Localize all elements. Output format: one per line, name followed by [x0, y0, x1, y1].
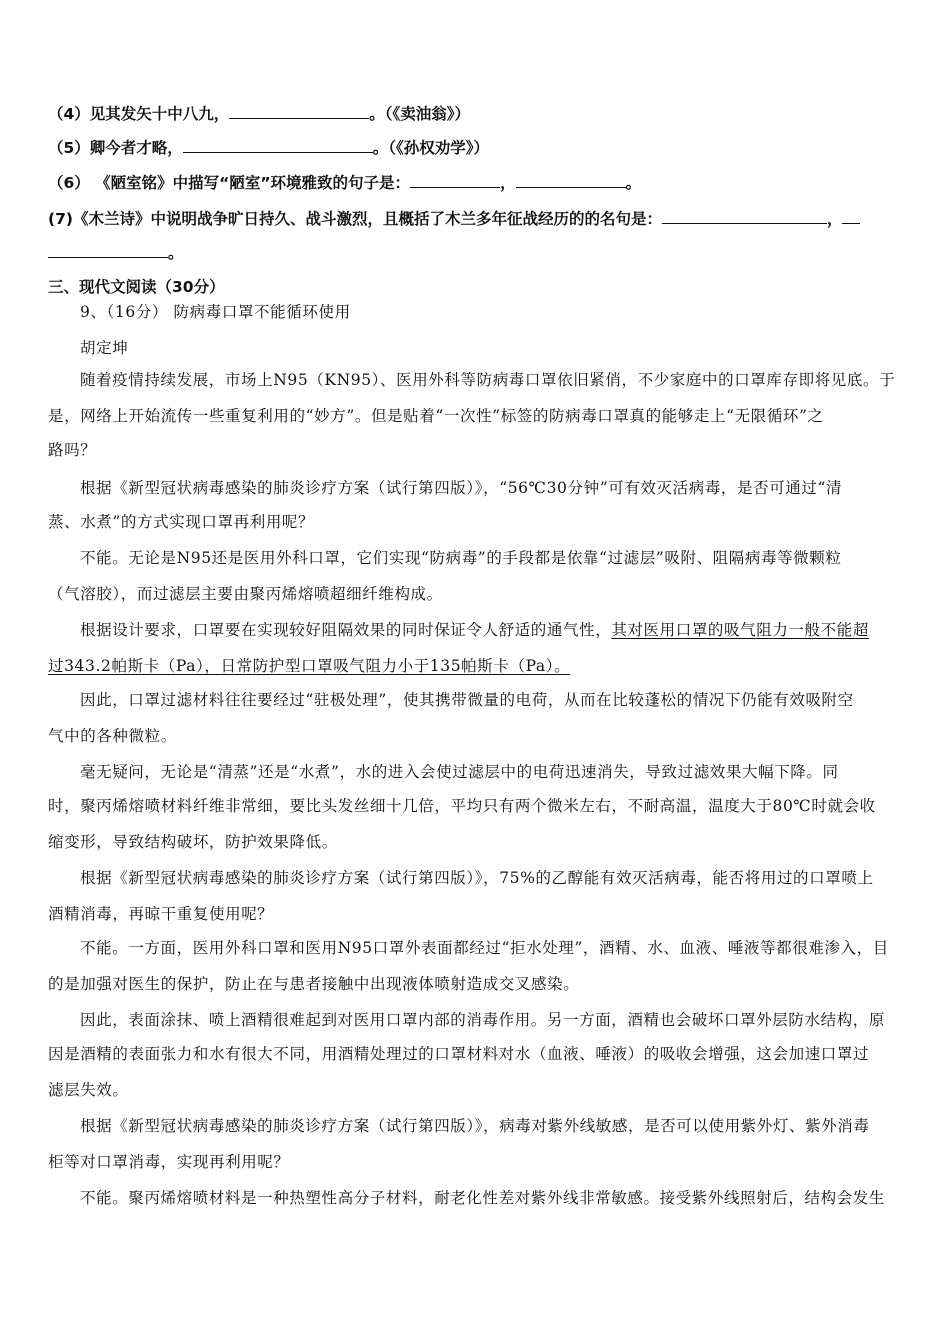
question-4: [48, 102, 908, 124]
question-text: (7)《木兰诗》中说明战争旷日持久、战斗激烈，且概括了木兰多年征战经历的的名句是：: [48, 210, 662, 228]
paragraph-line: 柜等对口罩消毒，实现再利用呢？: [48, 1153, 290, 1171]
paragraph-line: 气中的各种微粒。: [48, 727, 177, 745]
paragraph-line: 路吗？: [48, 441, 97, 459]
answer-blank[interactable]: [183, 138, 373, 153]
paragraph-line: 随着疫情持续发展，市场上N95（KN95）、医用外科等防病毒口罩依旧紧俏，不少家庭中的口罩库存即将见底。于: [80, 371, 896, 389]
paragraph-line: 不能。聚丙烯熔喷材料是一种热塑性高分子材料，耐老化性差对紫外线非常敏感。接受紫外线照射后，结构会发生: [80, 1189, 886, 1207]
paragraph-line: 时，聚丙烯熔喷材料纤维非常细，要比头发丝细十几倍，平均只有两个微米左右，不耐高温，温度大于80℃时就会收: [48, 797, 876, 815]
separator: ，: [500, 174, 516, 192]
answer-blank[interactable]: [229, 104, 369, 119]
paragraph-line: 的是加强对医生的保护，防止在与患者接触中出现液体喷射造成交叉感染。: [48, 975, 580, 993]
section-title: 三、现代文阅读（30分）: [48, 278, 225, 296]
question-6: [48, 171, 908, 193]
article-author: 胡定坤: [80, 339, 129, 357]
paragraph-line: 是，网络上开始流传一些重复利用的“妙方”。但是贴着“一次性”标签的防病毒口罩真的能够走上“无限循环”之: [48, 407, 824, 425]
paragraph-line: 因是酒精的表面张力和水有很大不同，用酒精处理过的口罩材料对水（血液、唾液）的吸收会增强，这会加速口罩过: [48, 1045, 870, 1063]
underlined-text: 其对医用口罩的吸气阻力一般不能超: [611, 621, 869, 639]
answer-blank[interactable]: [516, 173, 626, 188]
question-7: [48, 207, 908, 229]
paragraph-line: 因此，口罩过滤材料往往要经过“驻极处理”，使其携带微量的电荷，从而在比较蓬松的情况下仍能有效吸附空: [80, 691, 854, 709]
question-text: （6） 《陋室铭》中描写“陋室”环境雅致的句子是：: [48, 174, 411, 192]
paragraph-line: 不能。一方面，医用外科口罩和医用N95口罩外表面都经过“拒水处理”，酒精、水、血液、唾液等都很难渗入，目: [80, 939, 889, 957]
paragraph-line: 因此，表面涂抹、喷上酒精很难起到对医用口罩内部的消毒作用。另一方面，酒精也会破坏口罩外层防水结构，原: [80, 1011, 886, 1029]
line-text: 根据设计要求，口罩要在实现较好阻隔效果的同时保证令人舒适的通气性，: [80, 621, 612, 639]
separator: ，: [826, 210, 843, 228]
question-source: 。（《孙权劝学》）: [372, 139, 490, 157]
paragraph-line: 不能。无论是N95还是医用外科口罩，它们实现“防病毒”的手段都是依靠“过滤层”吸附、阻隔病毒等微颗粒: [80, 549, 842, 567]
question-item-title: 9、（16分） 防病毒口罩不能循环使用: [80, 303, 351, 321]
answer-blank[interactable]: [410, 173, 500, 188]
paragraph-line: 酒精消毒，再晾干重复使用呢？: [48, 905, 274, 923]
paragraph-line: 蒸、水煮”的方式实现口罩再利用呢？: [48, 513, 315, 531]
question-text: （4）见其发矢十中八九，: [48, 105, 230, 123]
paragraph-line: 根据《新型冠状病毒感染的肺炎诊疗方案（试行第四版）》，75%的乙醇能有效灭活病毒，能否将用过的口罩喷上: [80, 869, 874, 887]
paragraph-line: 滤层失效。: [48, 1081, 129, 1099]
question-end: 。: [625, 174, 642, 192]
paragraph-line: 缩变形，导致结构破坏，防护效果降低。: [48, 833, 338, 851]
question-7-continued: [48, 241, 908, 263]
underlined-text: 过343.2帕斯卡（Pa），日常防护型口罩吸气阻力小于135帕斯卡（Pa）。: [48, 657, 571, 675]
answer-blank[interactable]: [662, 209, 827, 224]
question-5: [48, 136, 908, 158]
question-source: 。（《卖油翁》）: [369, 105, 471, 123]
paragraph-line: 根据《新型冠状病毒感染的肺炎诊疗方案（试行第四版）》，病毒对紫外线敏感，是否可以使用紫外灯、紫外消毒: [80, 1117, 870, 1135]
paragraph-line: [80, 618, 908, 640]
question-text: （5）卿今者才略，: [48, 139, 183, 157]
answer-blank[interactable]: [842, 209, 860, 224]
paragraph-line: 根据《新型冠状病毒感染的肺炎诊疗方案（试行第四版）》，“56℃30分钟”可有效灭活病毒，是否可通过“清: [80, 479, 843, 497]
question-end: 。: [168, 244, 184, 262]
paragraph-line: （气溶胶），而过滤层主要由聚丙烯熔喷超细纤维构成。: [48, 585, 443, 603]
paragraph-line: 毫无疑问，无论是“清蒸”还是“水煮”，水的进入会使过滤层中的电荷迅速消失，导致过滤效果大幅下降。同: [80, 763, 839, 781]
answer-blank[interactable]: [48, 243, 168, 258]
